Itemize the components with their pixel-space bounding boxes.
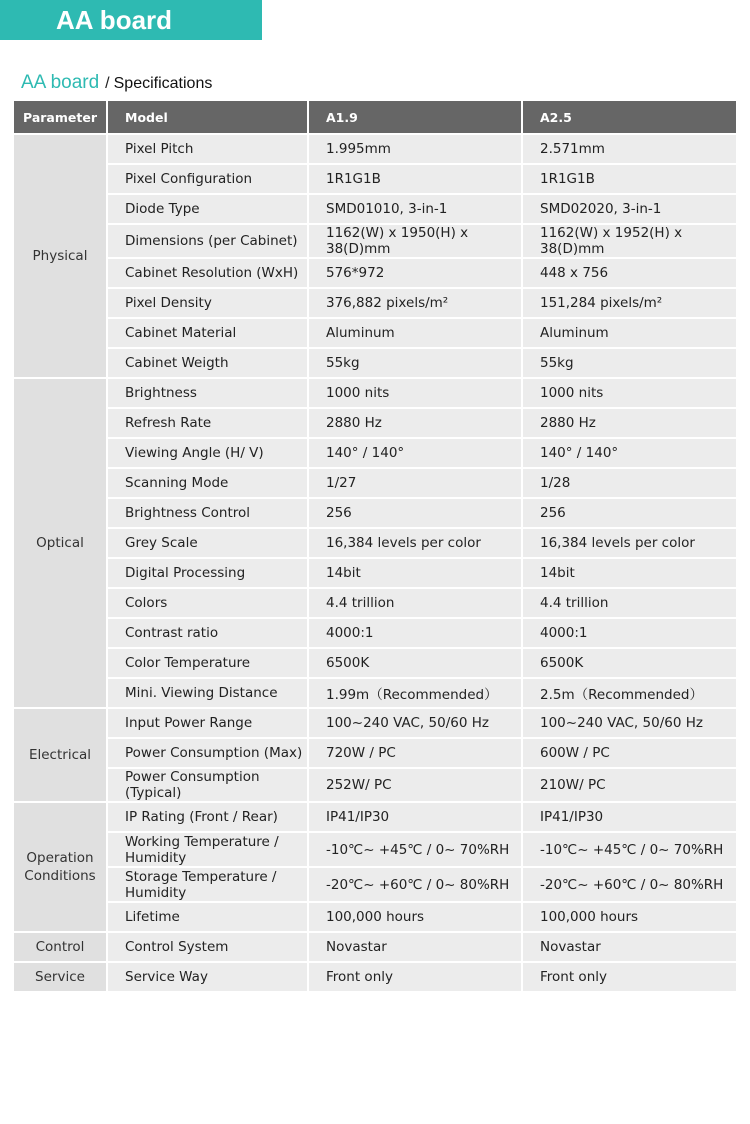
a25-value-cell: 2.5m（Recommended） xyxy=(522,678,737,708)
spec-label-cell: Brightness xyxy=(107,378,308,408)
a25-value-cell: 16,384 levels per color xyxy=(522,528,737,558)
a25-value-cell: IP41/IP30 xyxy=(522,802,737,832)
table-row xyxy=(13,678,737,708)
table-row xyxy=(13,134,737,164)
header-parameter: Parameter xyxy=(13,100,107,134)
a25-value-cell: 55kg xyxy=(522,348,737,378)
a19-value-cell: 16,384 levels per color xyxy=(308,528,522,558)
a25-value-cell: 210W/ PC xyxy=(522,768,737,802)
spec-label-cell: Control System xyxy=(107,932,308,962)
table-row xyxy=(13,708,737,738)
spec-label-cell: Brightness Control xyxy=(107,498,308,528)
table-header-row xyxy=(13,100,737,134)
parameter-group-cell: Operation Conditions xyxy=(13,802,107,932)
table-row xyxy=(13,558,737,588)
spec-label-cell: Refresh Rate xyxy=(107,408,308,438)
a19-value-cell: 4.4 trillion xyxy=(308,588,522,618)
a19-value-cell: 720W / PC xyxy=(308,738,522,768)
parameter-group-cell: Service xyxy=(13,962,107,992)
a19-value-cell: 55kg xyxy=(308,348,522,378)
section-heading-slash: / xyxy=(105,75,110,92)
a25-value-cell: 14bit xyxy=(522,558,737,588)
header-a19: A1.9 xyxy=(308,100,522,134)
a19-value-cell: IP41/IP30 xyxy=(308,802,522,832)
parameter-group-cell: Optical xyxy=(13,378,107,708)
table-row xyxy=(13,962,737,992)
a19-value-cell: 140° / 140° xyxy=(308,438,522,468)
table-row xyxy=(13,867,737,902)
a19-value-cell: Front only xyxy=(308,962,522,992)
a25-value-cell: 1/28 xyxy=(522,468,737,498)
table-row xyxy=(13,164,737,194)
a19-value-cell: Aluminum xyxy=(308,318,522,348)
a25-value-cell: Front only xyxy=(522,962,737,992)
table-row xyxy=(13,498,737,528)
a19-value-cell: SMD01010, 3-in-1 xyxy=(308,194,522,224)
a19-value-cell: 6500K xyxy=(308,648,522,678)
spec-label-cell: Storage Temperature / Humidity xyxy=(107,867,308,902)
spec-label-cell: Viewing Angle (H/ V) xyxy=(107,438,308,468)
spec-label-cell: Pixel Configuration xyxy=(107,164,308,194)
spec-label-cell: Working Temperature / Humidity xyxy=(107,832,308,867)
a19-value-cell: 14bit xyxy=(308,558,522,588)
a25-value-cell: 151,284 pixels/m² xyxy=(522,288,737,318)
a25-value-cell: -10℃~ +45℃ / 0~ 70%RH xyxy=(522,832,737,867)
spec-label-cell: Input Power Range xyxy=(107,708,308,738)
a25-value-cell: 4000:1 xyxy=(522,618,737,648)
spec-label-cell: Lifetime xyxy=(107,902,308,932)
spec-label-cell: Grey Scale xyxy=(107,528,308,558)
spec-label-cell: Pixel Pitch xyxy=(107,134,308,164)
table-row xyxy=(13,832,737,867)
a19-value-cell: Novastar xyxy=(308,932,522,962)
a25-value-cell: 448 x 756 xyxy=(522,258,737,288)
a19-value-cell: 4000:1 xyxy=(308,618,522,648)
spec-label-cell: Cabinet Weigth xyxy=(107,348,308,378)
a25-value-cell: 256 xyxy=(522,498,737,528)
parameter-group-cell: Physical xyxy=(13,134,107,378)
a25-value-cell: 2.571mm xyxy=(522,134,737,164)
a19-value-cell: 1162(W) x 1950(H) x 38(D)mm xyxy=(308,224,522,258)
a19-value-cell: 1.995mm xyxy=(308,134,522,164)
header-model: Model xyxy=(107,100,308,134)
table-row xyxy=(13,288,737,318)
section-heading xyxy=(21,70,212,97)
a19-value-cell: 1.99m（Recommended） xyxy=(308,678,522,708)
spec-label-cell: Diode Type xyxy=(107,194,308,224)
table-row xyxy=(13,194,737,224)
a25-value-cell: 1000 nits xyxy=(522,378,737,408)
a19-value-cell: 252W/ PC xyxy=(308,768,522,802)
parameter-group-cell: Control xyxy=(13,932,107,962)
spec-label-cell: Dimensions (per Cabinet) xyxy=(107,224,308,258)
table-row xyxy=(13,902,737,932)
table-row xyxy=(13,648,737,678)
spec-label-cell: Power Consumption (Typical) xyxy=(107,768,308,802)
a25-value-cell: Novastar xyxy=(522,932,737,962)
table-row xyxy=(13,224,737,258)
table-row xyxy=(13,932,737,962)
spec-label-cell: Power Consumption (Max) xyxy=(107,738,308,768)
a19-value-cell: 100,000 hours xyxy=(308,902,522,932)
table-row xyxy=(13,618,737,648)
section-heading-label: Specifications xyxy=(113,75,213,92)
a25-value-cell: 140° / 140° xyxy=(522,438,737,468)
spec-label-cell: Contrast ratio xyxy=(107,618,308,648)
table-row xyxy=(13,438,737,468)
spec-label-cell: Scanning Mode xyxy=(107,468,308,498)
spec-label-cell: IP Rating (Front / Rear) xyxy=(107,802,308,832)
a25-value-cell: SMD02020, 3-in-1 xyxy=(522,194,737,224)
a25-value-cell: 4.4 trillion xyxy=(522,588,737,618)
a25-value-cell: Aluminum xyxy=(522,318,737,348)
table-row xyxy=(13,318,737,348)
spec-label-cell: Cabinet Material xyxy=(107,318,308,348)
spec-label-cell: Colors xyxy=(107,588,308,618)
spec-label-cell: Color Temperature xyxy=(107,648,308,678)
spec-label-cell: Service Way xyxy=(107,962,308,992)
spec-label-cell: Cabinet Resolution (WxH) xyxy=(107,258,308,288)
spec-label-cell: Pixel Density xyxy=(107,288,308,318)
table-row xyxy=(13,468,737,498)
a19-value-cell: -10℃~ +45℃ / 0~ 70%RH xyxy=(308,832,522,867)
a25-value-cell: -20℃~ +60℃ / 0~ 80%RH xyxy=(522,867,737,902)
a19-value-cell: 1000 nits xyxy=(308,378,522,408)
spec-label-cell: Digital Processing xyxy=(107,558,308,588)
table-row xyxy=(13,258,737,288)
a19-value-cell: 576*972 xyxy=(308,258,522,288)
a19-value-cell: 376,882 pixels/m² xyxy=(308,288,522,318)
table-row xyxy=(13,348,737,378)
table-row xyxy=(13,768,737,802)
a19-value-cell: 2880 Hz xyxy=(308,408,522,438)
table-row xyxy=(13,738,737,768)
a25-value-cell: 100~240 VAC, 50/60 Hz xyxy=(522,708,737,738)
title-banner xyxy=(0,0,262,40)
spec-table-body xyxy=(13,134,737,992)
a19-value-cell: 1/27 xyxy=(308,468,522,498)
a19-value-cell: 100~240 VAC, 50/60 Hz xyxy=(308,708,522,738)
table-row xyxy=(13,378,737,408)
banner-title: AA board xyxy=(56,5,173,35)
a25-value-cell: 1R1G1B xyxy=(522,164,737,194)
table-row xyxy=(13,802,737,832)
a19-value-cell: -20℃~ +60℃ / 0~ 80%RH xyxy=(308,867,522,902)
a25-value-cell: 1162(W) x 1952(H) x 38(D)mm xyxy=(522,224,737,258)
spec-table xyxy=(12,99,738,993)
table-row xyxy=(13,588,737,618)
parameter-group-cell: Electrical xyxy=(13,708,107,802)
a19-value-cell: 1R1G1B xyxy=(308,164,522,194)
table-row xyxy=(13,528,737,558)
a25-value-cell: 6500K xyxy=(522,648,737,678)
a25-value-cell: 600W / PC xyxy=(522,738,737,768)
a25-value-cell: 2880 Hz xyxy=(522,408,737,438)
a25-value-cell: 100,000 hours xyxy=(522,902,737,932)
a19-value-cell: 256 xyxy=(308,498,522,528)
header-a25: A2.5 xyxy=(522,100,737,134)
spec-label-cell: Mini. Viewing Distance xyxy=(107,678,308,708)
section-heading-brand: AA board xyxy=(21,72,100,93)
table-row xyxy=(13,408,737,438)
